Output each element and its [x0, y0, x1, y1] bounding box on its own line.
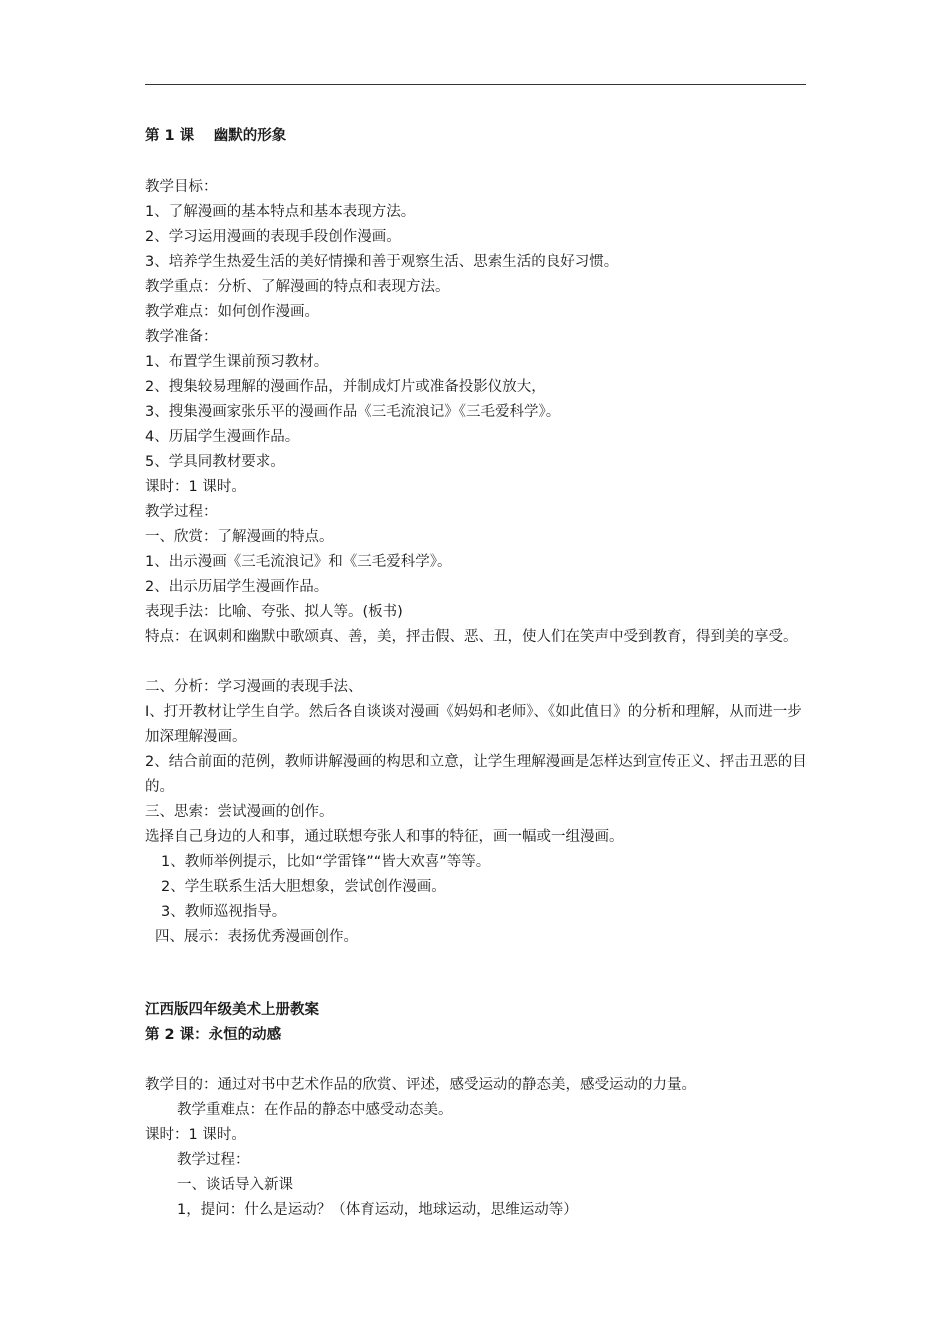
text-line: 教学目的：通过对书中艺术作品的欣赏、评述，感受运动的静态美，感受运动的力量。: [145, 1077, 696, 1093]
text-line: 课时：1 课时。: [145, 479, 246, 495]
text-line: 一、谈话导入新课: [177, 1177, 293, 1193]
text-line: 表现手法：比喻、夸张、拟人等。(板书): [145, 604, 403, 620]
text-line: 3、教师巡视指导。: [161, 904, 287, 920]
text-line: 3、培养学生热爱生活的美好情操和善于观察生活、思索生活的良好习惯。: [145, 254, 619, 270]
text-line: 教学目标：: [145, 179, 218, 195]
text-line: 3、搜集漫画家张乐平的漫画作品《三毛流浪记》《三毛爱科学》。: [145, 404, 561, 420]
text-line: 二、分析：学习漫画的表现手法、: [145, 679, 363, 695]
text-line: 教学难点：如何创作漫画。: [145, 304, 319, 320]
text-line: 2、学习运用漫画的表现手段创作漫画。: [145, 229, 401, 245]
text-line: 2、出示历届学生漫画作品。: [145, 579, 329, 595]
text-line: 1、出示漫画《三毛流浪记》和《三毛爱科学》。: [145, 554, 452, 570]
text-paragraph: Ⅰ、打开教材让学生自学。然后各自谈谈对漫画《妈妈和老师》、《如此值日》的分析和理解，从而进一步加深理解漫画。: [145, 704, 802, 745]
lesson1-title: 第 1 课 幽默的形象: [145, 128, 287, 144]
text-line: 教学过程：: [177, 1152, 250, 1168]
text-line: 1、教师举例提示，比如“学雷锋”“皆大欢喜”等等。: [161, 854, 491, 870]
text-line: 选择自己身边的人和事，通过联想夸张人和事的特征，画一幅或一组漫画。: [145, 829, 624, 845]
text-line: 教学重点：分析、了解漫画的特点和表现方法。: [145, 279, 450, 295]
text-line: 三、思索：尝试漫画的创作。: [145, 804, 334, 820]
text-paragraph: 2、结合前面的范例，教师讲解漫画的构思和立意，让学生理解漫画是怎样达到宣传正义、抨击丑恶的目的。: [145, 754, 807, 795]
text-line: 2、学生联系生活大胆想象，尝试创作漫画。: [161, 879, 446, 895]
header-rule: [145, 84, 806, 85]
lesson2-title: 第 2 课：永恒的动感: [145, 1027, 282, 1043]
text-line: 课时：1 课时。: [145, 1127, 246, 1143]
text-line: 四、展示：表扬优秀漫画创作。: [155, 929, 358, 945]
lesson2-heading: 江西版四年级美术上册教案: [145, 1002, 319, 1018]
text-line: 1、了解漫画的基本特点和基本表现方法。: [145, 204, 416, 220]
text-paragraph: 特点：在讽刺和幽默中歌颂真、善，美，抨击假、恶、丑，使人们在笑声中受到教育，得到美的享受。: [145, 629, 798, 645]
text-line: 教学过程：: [145, 504, 218, 520]
text-line: 1，提问：什么是运动？（体育运动，地球运动，思维运动等）: [177, 1202, 578, 1218]
text-line: 2、搜集较易理解的漫画作品，并制成灯片或准备投影仪放大，: [145, 379, 546, 395]
text-line: 5、学具同教材要求。: [145, 454, 285, 470]
text-line: 1、布置学生课前预习教材。: [145, 354, 329, 370]
text-line: 教学准备：: [145, 329, 218, 345]
text-line: 4、历届学生漫画作品。: [145, 429, 300, 445]
text-line: 一、欣赏：了解漫画的特点。: [145, 529, 334, 545]
text-line: 教学重难点：在作品的静态中感受动态美。: [177, 1102, 453, 1118]
